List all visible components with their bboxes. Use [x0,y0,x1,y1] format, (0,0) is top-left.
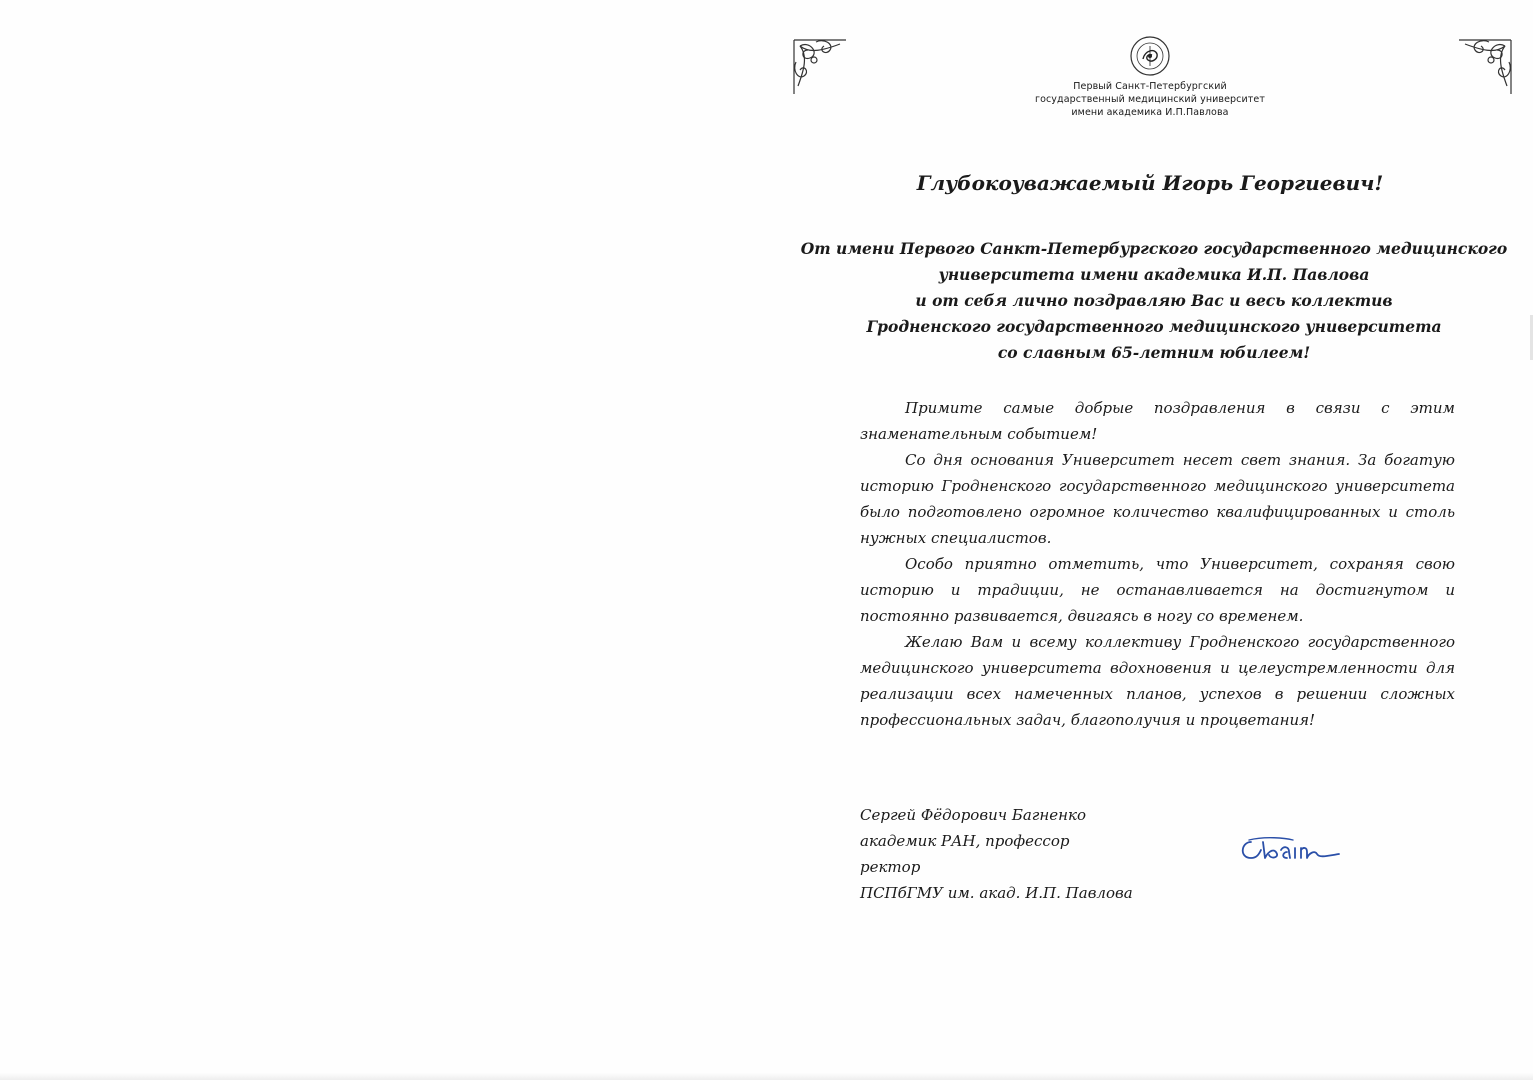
salutation: Глубокоуважаемый Игорь Георгиевич! [916,171,1384,195]
letter-body [860,395,1455,733]
body-paragraph: Особо приятно отметить, что Университет, сохраняя свою историю и традиции, не останавливается на достигнутом и постоянно развивается, двигаясь в ногу со временем. [860,555,1455,625]
signer-title: академик РАН, профессор [860,832,1070,850]
body-paragraph: Примите самые добрые поздравления в связи с этим знаменательным событием! [860,399,1455,443]
header-line: государственный медицинский университет [1034,94,1265,105]
signer-block [860,802,1190,906]
congrats-line: От имени Первого Санкт-Петербургского государственного медицинского [800,239,1508,258]
signer-organization: ПСПбГМУ им. акад. И.П. Павлова [860,884,1133,902]
header-line: Первый Санкт-Петербургский [1073,81,1227,92]
body-paragraph: Желаю Вам и всему коллективу Гродненского государственного медицинского университета вдохновения и целеустремленности для реализации всех намеченных планов, успехов в решении сложных профессиональных задач, благополучия и процветания! [860,633,1455,729]
corner-ornament-icon [790,36,850,98]
signer-name: Сергей Фёдорович Багненко [860,806,1087,824]
corner-ornament-icon [1455,36,1515,98]
congratulation-heading [800,236,1508,366]
header-line: имени академика И.П.Павлова [1071,107,1229,118]
page-fold-shadow [0,1072,1533,1080]
congrats-line: со славным 65-летним юбилеем! [997,343,1311,362]
congrats-line: университета имени академика И.П. Павлова [938,265,1370,284]
handwritten-signature [1235,828,1355,868]
body-paragraph: Со дня основания Университет несет свет знания. За богатую историю Гродненского государственного медицинского университета было подготовлено огромное количество квалифицированных и столь нужных специалистов. [860,451,1455,547]
congrats-line: и от себя лично поздравляю Вас и весь коллектив [915,291,1393,310]
university-header [1030,80,1270,119]
congrats-line: Гродненского государственного медицинского университета [866,317,1442,336]
signer-position: ректор [860,858,921,876]
university-seal-icon [1128,34,1172,78]
